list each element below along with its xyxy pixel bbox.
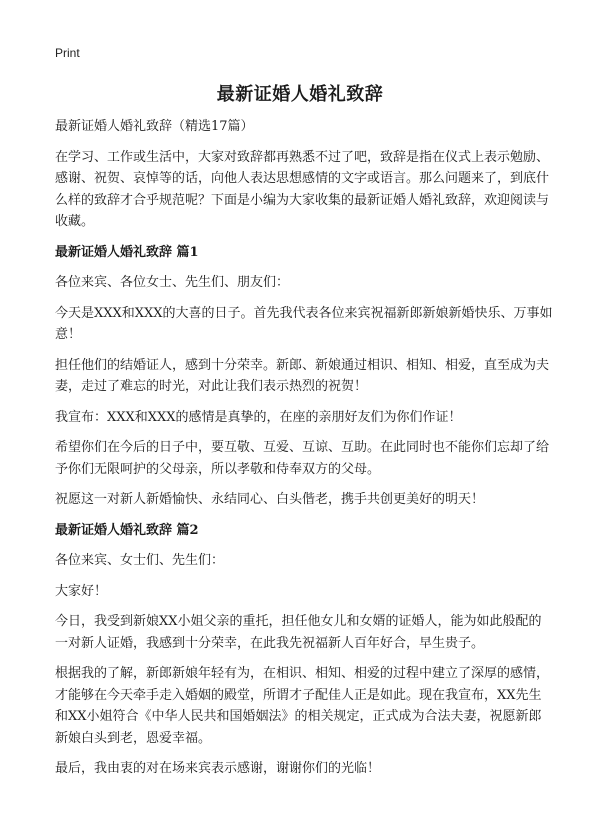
section-1-paragraph: 今天是XXX和XXX的大喜的日子。首先我代表各位来宾祝福新郎新娘新婚快乐、万事如意！ <box>55 305 553 342</box>
section-2-paragraph: 大家好！ <box>55 583 108 599</box>
section-2-paragraph: 根据我的了解，新郎新娘年轻有为，在相识、相知、相爱的过程中建立了深厚的感情，才能够在今天牵手走入婚姻的殿堂，所谓才子配佳人正是如此。现在我宣布，XX先生和XX小姐符合《中华人民共和国婚姻法》的相关规定，正式成为合法夫妻，祝愿新郎新娘白头到老，恩爱幸福。 <box>55 666 550 746</box>
document-subtitle: 最新证婚人婚礼致辞（精选17篇） <box>55 119 254 134</box>
section-1-paragraph: 担任他们的结婚证人，感到十分荣幸。新郎、新娘通过相识、相知、相爱，直至成为夫妻，走过了难忘的时光，对此让我们表示热烈的祝贺！ <box>55 357 550 394</box>
section-heading-1: 最新证婚人婚礼致辞 篇1 <box>55 244 199 260</box>
section-1-paragraph: 我宣布：XXX和XXX的感情是真挚的，在座的亲朋好友们为你们作证！ <box>55 409 462 425</box>
document-body <box>55 116 553 789</box>
intro-paragraph: 在学习、工作或生活中，大家对致辞都再熟悉不过了吧，致辞是指在仪式上表示勉励、感谢、祝贺、哀悼等的话，向他人表达思想感情的文字或语言。那么问题来了，到底什么样的致辞才合乎规范呢？下面是小编为大家收集的最新证婚人婚礼致辞，欢迎阅读与收藏。 <box>55 149 550 229</box>
section-2-paragraph: 最后，我由衷的对在场来宾表示感谢，谢谢你们的光临！ <box>55 761 381 776</box>
section-1-paragraph: 各位来宾、各位女士、先生们、朋友们： <box>55 275 290 290</box>
section-2-paragraph: 今日，我受到新娘XX小姐父亲的重托，担任他女儿和女婿的证婚人，能为如此般配的一对新人证婚，我感到十分荣幸，在此我先祝福新人百年好合，早生贵子。 <box>55 614 542 651</box>
section-heading-2: 最新证婚人婚礼致辞 篇2 <box>55 522 199 538</box>
print-link[interactable]: Print <box>55 46 80 60</box>
section-1-paragraph: 祝愿这一对新人新婚愉快、永结同心、白头偕老，携手共创更美好的明天！ <box>55 492 485 507</box>
document-title: 最新证婚人婚礼致辞 <box>216 84 384 105</box>
section-1-paragraph: 希望你们在今后的日子中，要互敬、互爱、互谅、互助。在此同时也不能你们忘却了给予你们无限呵护的父母亲，所以孝敬和侍奉双方的父母。 <box>55 440 550 477</box>
section-2-paragraph: 各位来宾、女士们、先生们： <box>55 553 225 568</box>
